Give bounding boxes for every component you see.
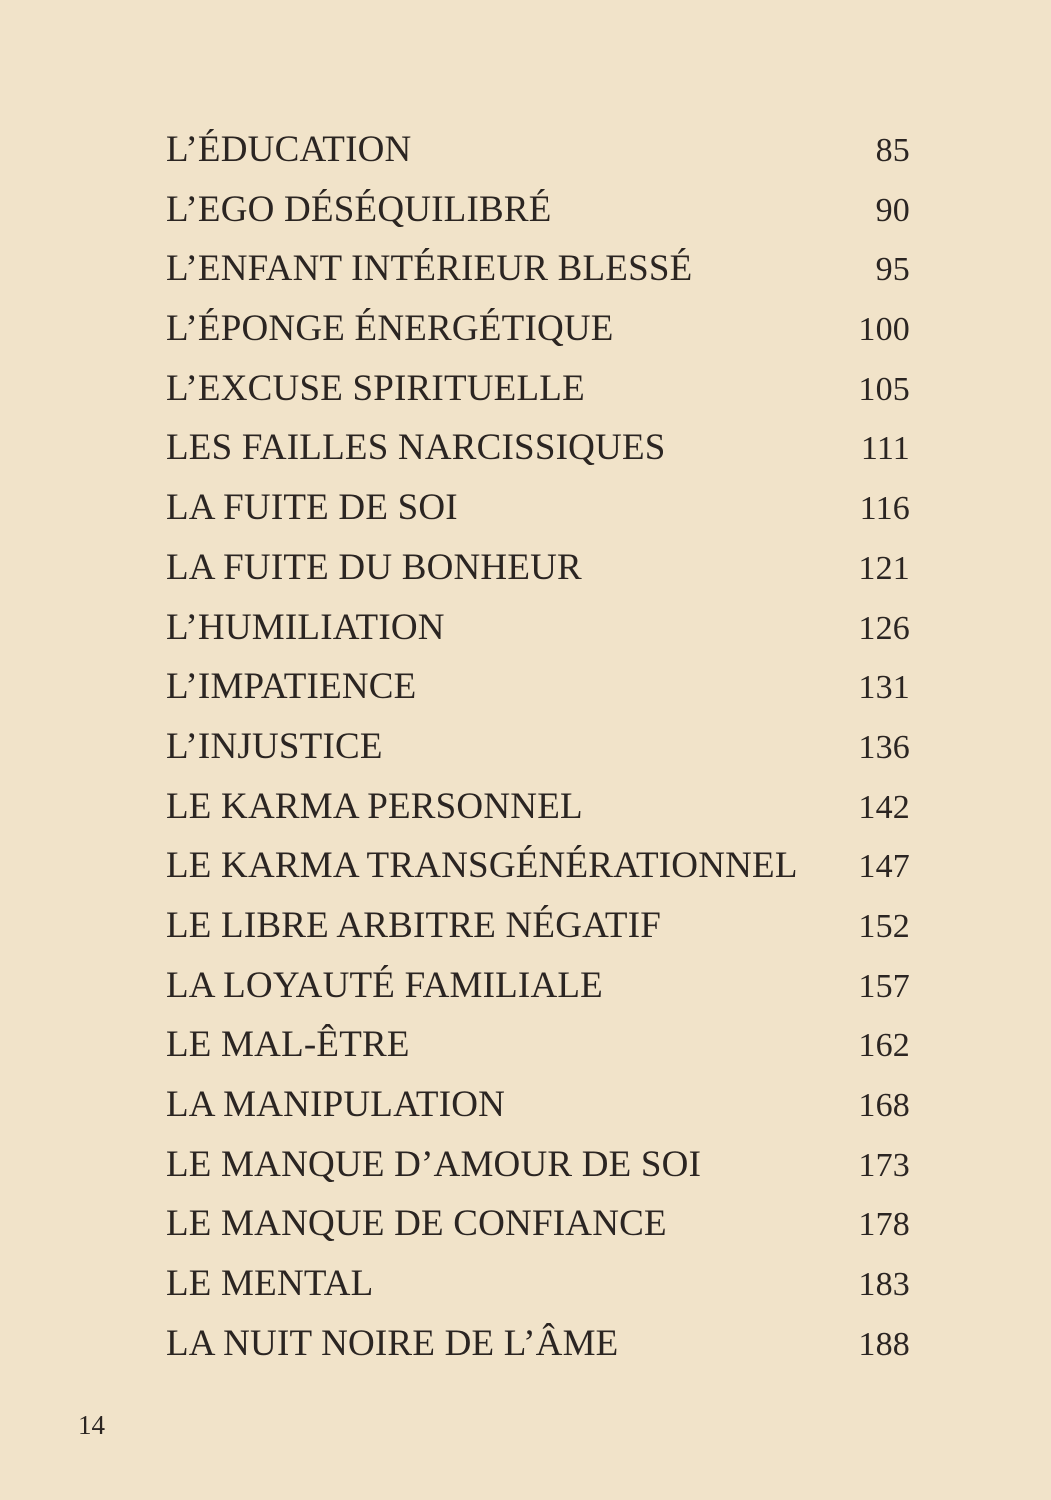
toc-entry-title: LA NUIT NOIRE DE L’ÂME bbox=[166, 1322, 619, 1364]
toc-entry-page: 142 bbox=[858, 788, 910, 826]
toc-entry-title: LE KARMA TRANSGÉNÉRATIONNEL bbox=[166, 845, 798, 887]
toc-entry-page: 147 bbox=[858, 848, 910, 886]
toc-entry bbox=[166, 1135, 910, 1195]
toc-entry-page: 85 bbox=[875, 132, 910, 169]
toc-entry-page: 168 bbox=[858, 1087, 910, 1124]
toc-entry bbox=[166, 1075, 910, 1135]
toc-entry-title: L’HUMILIATION bbox=[166, 606, 445, 648]
toc-entry bbox=[166, 120, 910, 180]
toc-entry-title: LES FAILLES NARCISSIQUES bbox=[166, 427, 666, 469]
toc-entry-page: 178 bbox=[858, 1206, 910, 1244]
toc-entry bbox=[166, 478, 910, 538]
toc-entry bbox=[166, 418, 910, 478]
toc-entry bbox=[166, 657, 910, 717]
toc-entry-title: LE MENTAL bbox=[166, 1263, 374, 1305]
toc-entry-title: LA MANIPULATION bbox=[166, 1084, 506, 1125]
toc-entry-title: LA FUITE DU BONHEUR bbox=[166, 546, 582, 588]
toc-entry-title: L’EGO DÉSÉQUILIBRÉ bbox=[166, 188, 552, 230]
page-number: 14 bbox=[78, 1410, 105, 1440]
toc-entry-title: L’INJUSTICE bbox=[166, 725, 383, 767]
toc-entry-title: LE LIBRE ARBITRE NÉGATIF bbox=[166, 904, 662, 946]
toc-entry-title: LE MANQUE DE CONFIANCE bbox=[166, 1203, 667, 1245]
toc-entry bbox=[166, 1194, 910, 1254]
toc-entry-page: 90 bbox=[875, 191, 910, 229]
toc-entry bbox=[166, 896, 910, 956]
toc-entry bbox=[166, 538, 910, 598]
toc-entry-page: 183 bbox=[858, 1266, 910, 1304]
toc-entry bbox=[166, 717, 910, 777]
toc-entry-page: 136 bbox=[858, 728, 910, 766]
toc-entry bbox=[166, 956, 910, 1016]
toc-entry-title: L’ÉPONGE ÉNERGÉTIQUE bbox=[166, 308, 614, 350]
toc-entry bbox=[166, 299, 910, 359]
toc-entry-page: 121 bbox=[858, 549, 910, 587]
toc-entry-page: 126 bbox=[858, 609, 910, 647]
toc-entry-page: 111 bbox=[860, 430, 910, 468]
toc-entry-title: L’ENFANT INTÉRIEUR BLESSÉ bbox=[166, 248, 693, 290]
toc-entry-page: 157 bbox=[858, 967, 910, 1005]
toc-entry bbox=[166, 180, 910, 240]
toc-entry-title: L’EXCUSE SPIRITUELLE bbox=[166, 367, 585, 409]
toc-entry-page: 105 bbox=[858, 370, 910, 408]
toc-entry bbox=[166, 239, 910, 299]
toc-entry-page: 162 bbox=[858, 1027, 910, 1065]
toc-entry-page: 100 bbox=[858, 311, 910, 349]
toc-entry-page: 152 bbox=[858, 907, 910, 945]
toc-entry bbox=[166, 1015, 910, 1075]
toc-entry-page: 116 bbox=[859, 490, 910, 528]
toc-entry bbox=[166, 777, 910, 837]
toc-entry bbox=[166, 1254, 910, 1314]
toc-entry-title: LE MAL-ÊTRE bbox=[166, 1024, 410, 1066]
toc-entry-page: 131 bbox=[858, 669, 910, 707]
toc-entry bbox=[166, 359, 910, 419]
toc-entry-title: LE KARMA PERSONNEL bbox=[166, 785, 583, 827]
toc-entry bbox=[166, 598, 910, 658]
toc-entry-page: 95 bbox=[875, 251, 910, 289]
toc-entry-page: 173 bbox=[858, 1146, 910, 1184]
toc-entry-title: LA FUITE DE SOI bbox=[166, 487, 458, 529]
toc-entry-title: LE MANQUE D’AMOUR DE SOI bbox=[166, 1143, 702, 1185]
toc-entry-title: L’IMPATIENCE bbox=[166, 666, 417, 708]
toc-entry-page: 188 bbox=[858, 1325, 910, 1363]
toc-entry-title: L’ÉDUCATION bbox=[166, 129, 412, 170]
toc-entry-title: LA LOYAUTÉ FAMILIALE bbox=[166, 964, 603, 1006]
toc-entry bbox=[166, 1314, 910, 1374]
toc-entry bbox=[166, 836, 910, 896]
table-of-contents bbox=[166, 120, 910, 1373]
